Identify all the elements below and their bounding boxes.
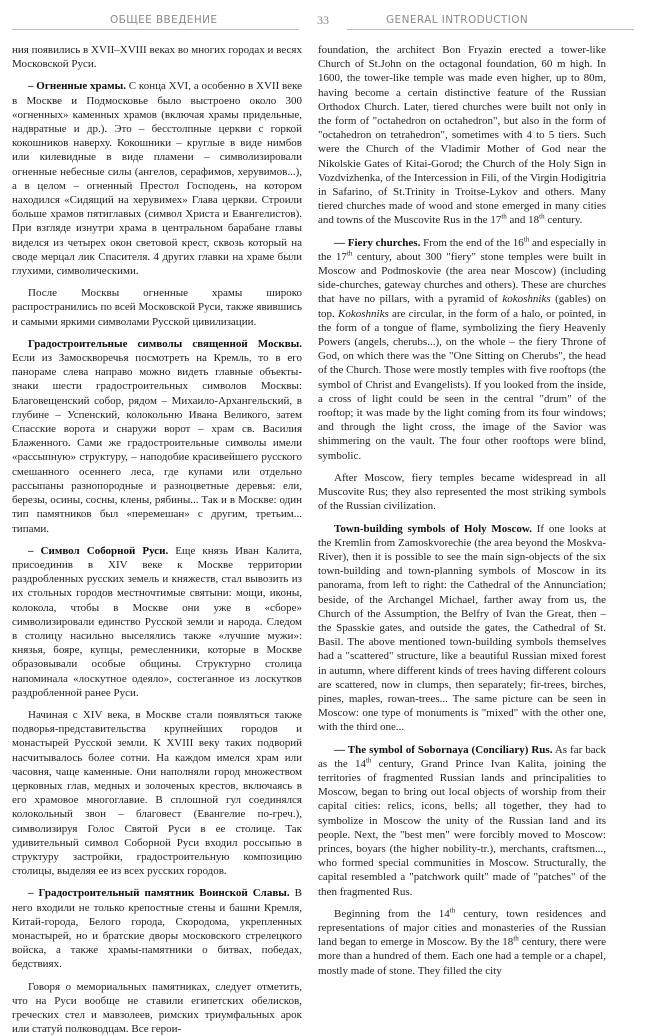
ru-paragraph: Начиная с XIV века, в Москве стали появляться также подворья-представительства крупнейших городов и монастырей Русской земли. К XVIII веку таких подворий насчитывалось более сотни. На каждом имелся храм или часовня, чаще каменные. Они наполняли город множеством церковных глав, медных и золоченых крестов, включаясь в его храмовое многоглавие. В сплошной гул соединялся колокольный звон – благовест (Евангелие по-греч.), символизируя Голос Святой Руси в ее столице. Так удивительный символ Соборной Руси входил россыпью в структуру застройки, градостроительную композицию столицы, выделяя ее из всех русских городов.: [12, 708, 302, 878]
ru-paragraph-fiery-churches: – Огненные храмы. С конца XVI, а особенно в XVII веке в Москве и Подмосковье было выстроено около 300 «огненных» каменных храмов (включая храмы придельные, надвратные и др.). Это – бесстолпные церкви с горкой кокошников наверху. Кокошники – круглые в виде нимбов или килевидные в виде пламени – символизировали огненные небесные силы (ангелов, серафимов, херувимов...), а в целом – огненный Престол Господень, на котором находился «Сидящий на херувимех» Глава церкви. Строили больше храмов пятиглавых (символ Христа и Евангелистов). При взгляде изнутри храма в центральном барабане главы виделся из четырех окон световой крест, сквозь который на своде мерцал лик Спасителя. 4 других главки на храме были глухими, символическими.: [12, 80, 302, 278]
ru-paragraph: ния появились в XVII–XVIII веках во многих городах и весях Московской Руси.: [12, 44, 302, 71]
header-rule-left: [12, 29, 299, 30]
en-heading: — Fiery churches.: [334, 236, 421, 249]
ru-paragraph-military-glory: – Градостроительный памятник Воинской Славы. В него входили не только крепостные стены и башни Кремля, Китай-города, Белого города, Скородома, укрепленных монастырей, но и братские дворы московского стрелецкого войска, а также храмы-памятники о битвах, победах, бедствиях.: [12, 887, 302, 971]
header-rule-right: [347, 29, 634, 30]
en-paragraph: After Moscow, fiery temples became widespread in all Muscovite Rus; they also represented the most striking symbols of the Russian civilization.: [318, 471, 606, 513]
english-column: [318, 43, 607, 977]
russian-column: [12, 43, 303, 1036]
en-paragraph: Beginning from the 14th century, town residences and representations of major cities and monasteries of the Russian land began to emerge in Moscow. By the 18th century, there were more than a hundred of them. Each one had a temple or a chapel, mostly made of stone. They filled the city: [318, 906, 606, 977]
en-paragraph-fiery-churches: — Fiery churches. From the end of the 16th and especially in the 17th century, about 300 "fiery" stone temples were built in Moscow and Podmoskovie (the area near Moscow) (including side-churches, gateway churches and others). These are churches that have no pillars, with a pyramid of kokoshniks (gables) on top. Kokoshniks are circular, in the form of a halo, or pointed, in the form of a tongue of flame, symbolizing the fiery Heavenly Powers (angels, cherubs...), on the whole – the fiery Throne of God, on which there was the "One Sitting on Cherubs", the head of the Church. Those were mostly temples with five rooftops (the symbol of Christ and Evangelists). If you looked from the inside, a cross of light could be seen in the central "drum" of the rooftop; it was made by the light coming from its four windows; and through the light cross, the image of the Savior was shimmering on the vault. The four other rooftops were blind, symbolic.: [318, 234, 606, 462]
en-paragraph-sobornaya-rus: — The symbol of Sobornaya (Conciliary) Rus. As far back as the 14th century, Grand Prince Ivan Kalita, joining the territories of fragmented Russian lands and principalities to Moscow, began to bring out local objects of worship from their capital cities: relics, icons, bells; all together, they had to symbolize in Moscow the unity of the Russian land and its people. Next, the "best men" were forcibly moved to Moscow: princes, boyars (the higher nobility-tr.), merchants, craftsmen..., who formed special communities in Moscow. Structurally, the capital resembled a "patchwork quilt" made of "patches" of the then fragmented Rus.: [318, 743, 606, 898]
header-left-title: ОБЩЕЕ ВВЕДЕНИЕ: [110, 14, 218, 26]
en-heading: — The symbol of Sobornaya (Conciliary) Rus.: [334, 743, 553, 756]
en-paragraph-town-symbols: Town-building symbols of Holy Moscow. If one looks at the Kremlin from Zamoskvorechie (the area beyond the Moskva-River), then it is possible to see the main sign-objects of the six town-building and town-planning symbols of Moscow in its panorama, from left to right: the Cathedral of the Annunciation; beside, of the Archangel Michael, farther away from us, the Church of the Assumption, the Belfry of Ivan the Great, then – the Spasskie gates, and outside the gates, the Cathedral of St. Basil. The above mentioned town-building symbols themselves had a "scattered" structure, like a beautiful Russian mixed forest in autumn, where different kinds of trees having different colours are scattered, now in clumps, then separately; fir-trees, birches, pines, maples, rowan-trees... The same picture can be seen in Moscow: one type of monuments is "mixed" with the other one, with the third one...: [318, 522, 607, 734]
page-number: 33: [317, 13, 329, 27]
ru-paragraph-town-symbols: Градостроительные символы священной Москвы. Если из Замоскворечья посмотреть на Кремль, то в его панораме слева направо можно видеть главные объекты-знаки шести градостроительных символов Москвы: Благовещенский собор, рядом – Михаило-Архангельский, в глубине – Успенский, колокольню Ивана Великого, затем Спасские ворота и снаружи ворот – храм св. Василия Блаженного. Сами же градостроительные символы имели «рассыпную» структуру, – наподобие красивейшего русского смешанного осеннего леса, где купами или отдельно рассыпаны разнопородные и разноцветные деревья: ели, березы, осины, сосны, клены, рябины... Так и в Москве: один тип памятников был «перемешан» с другим, третьим... типами.: [12, 337, 302, 535]
header-right-title: GENERAL INTRODUCTION: [386, 14, 529, 26]
ru-heading: – Огненные храмы.: [28, 80, 126, 93]
en-heading: Town-building symbols of Holy Moscow.: [334, 522, 533, 535]
ru-paragraph: После Москвы огненные храмы широко распространились по всей Московской Руси, также явившись и самыми яркими символами Русской цивилизации.: [12, 287, 302, 328]
ru-paragraph-sobornaya-rus: – Символ Соборной Руси. Еще князь Иван Калита, присоединив в XIV веке к Москве территории раздробленных русских земель и княжеств, стал вывозить из их стольных городов местночтимые святыни: мощи, иконы, колокола, чтобы в Москве они уже в «сборе» символизировали единство Русской земли и народа. Следом в столицу насильно выселялись также «лучшие мужи»: князья, бояре, купцы, ремесленники, которые в Москве образовывали особые общины. Структурно столица напоминала «лоскутное одеяло», состеганное из лоскутков раздробленной ранее Руси.: [12, 544, 303, 699]
ru-paragraph: Говоря о мемориальных памятниках, следует отметить, что на Руси вообще не ставили египетских обелисков, греческих стел и мавзолеев, римских триумфальных арок или статуй полководцам. Все герои-: [12, 980, 302, 1036]
en-paragraph: foundation, the architect Bon Fryazin erected a tower-like Church of St.John on the octagonal foundation, 60 m high. In 1600, the tower-like temple was made even higher, up to 80m, having become a certain distinctive feature of the Russian Orthodox Church. Later, tiered churches were built not only in the form of "octahedron on octahedron", but also in the form of "octahedron on tetrahedron", sometimes with 4 to 5 tiers. Such were the Church of the Vladimir Mother of God near the Nikolskie Gates of Kitai-Gorod; the Church of the Holy Sign in Vozdvizhenka, of the Intercession in Fili, of the Virgin Hodigitria in Safarino, of St.Trinity in Troitse-Lykov and others. Many tiered churches made of wood and stone emerged in many cities and towns of the Muscovite Rus in the 17th and 18th century.: [318, 44, 606, 227]
ru-heading: – Символ Соборной Руси.: [28, 544, 169, 557]
ru-heading: Градостроительные символы священной Москвы.: [28, 337, 302, 350]
ru-heading: – Градостроительный памятник Воинской Славы.: [28, 887, 290, 900]
page-header: [0, 0, 646, 32]
